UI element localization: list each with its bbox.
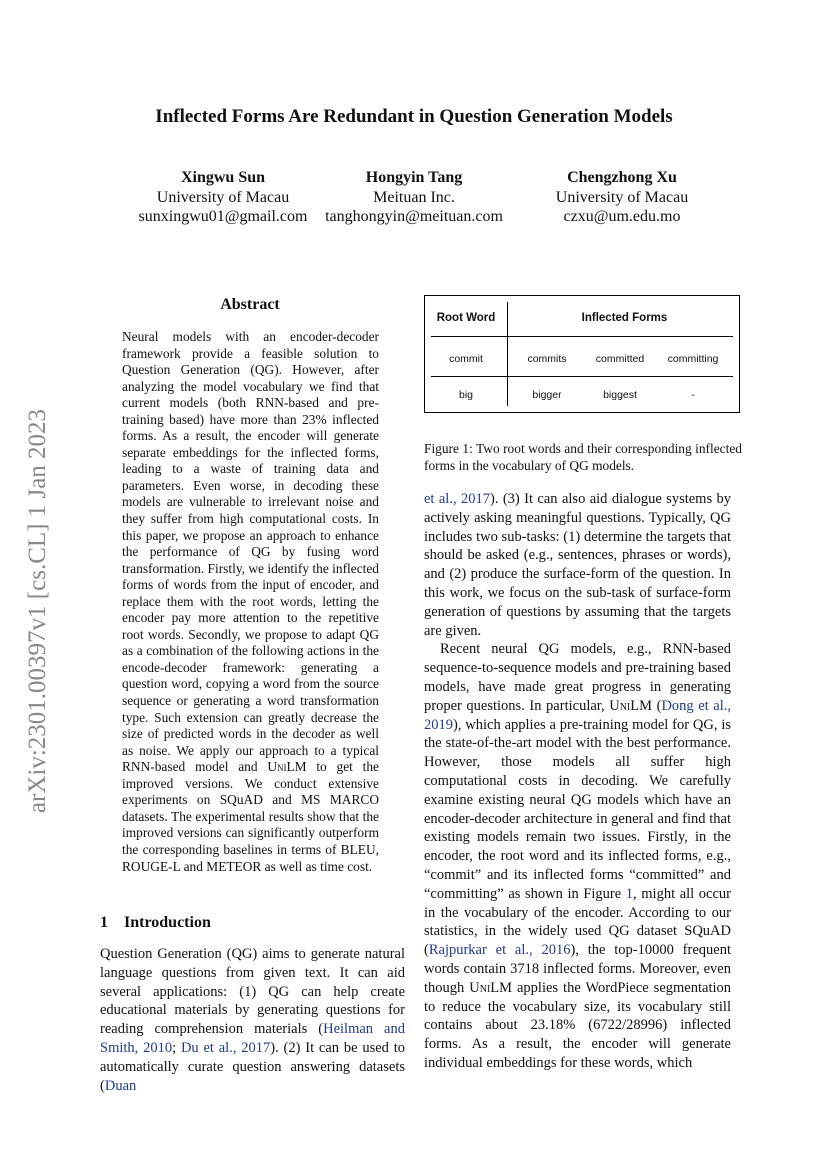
section-heading <box>100 914 211 932</box>
table-cell: commits <box>527 353 567 365</box>
figure-caption: Figure 1: Two root words and their corresponding inflected forms in the vocabulary of QG models. <box>424 441 742 473</box>
section-number: 1 <box>100 914 108 931</box>
section-title: Introduction <box>124 914 211 931</box>
author-affiliation: University of Macau <box>555 188 689 206</box>
author-email: tanghongyin@meituan.com <box>325 208 503 225</box>
paragraph-text: ( <box>652 697 662 714</box>
author-block <box>314 168 514 227</box>
unilm-term: UniLM <box>267 759 307 775</box>
citation-link[interactable]: Rajpurkar et al., 2016 <box>428 942 571 959</box>
arxiv-watermark <box>14 376 62 846</box>
intro-paragraph-1 <box>100 945 405 1095</box>
header-inflected-forms: Inflected Forms <box>581 312 668 324</box>
table-cell: big <box>458 389 473 401</box>
abstract-text: to get the improved versions. We conduct extensive experiments on SQuAD and MS MARCO datasets. The experimental results show that the improved versions can significantly outperform the corresponding baselines in terms of BLEU, ROUGE-L and METEOR as well as time cost. <box>122 759 379 874</box>
paragraph-text: applies the WordPiece segmentation to reduce the vocabulary size, its vocabulary still contains about 23.18% (6722/28996) inflected forms. As a result, the encoder will generate individual embeddings for these words, which <box>424 979 731 1071</box>
unilm-term: UniLM <box>469 979 513 996</box>
paragraph-text: ), which applies a pre-training model for QG, is the state-of-the-art model with the best performance. However, those models all suffer high computational costs in decoding. We carefully examine existing neural QG models which have an encoder-decoder architecture in general and find that existing models remain two issues. Firstly, in the encoder, the root word and its inflected forms, e.g., “commit” and its inflected forms “committed” and “committing” as shown in Figure <box>424 716 731 902</box>
author-name: Chengzhong Xu <box>567 169 677 186</box>
paragraph-text: ; <box>172 1039 181 1056</box>
table-cell: bigger <box>532 389 562 401</box>
author-name: Hongyin Tang <box>365 169 463 186</box>
citation-link[interactable]: Dong et al., 2019 <box>424 697 731 733</box>
author-email: czxu@um.edu.mo <box>563 208 681 225</box>
table-rule <box>431 376 733 377</box>
citation-link[interactable]: Duan <box>104 1077 137 1094</box>
paragraph-text: ). (3) It can also aid dialogue systems by actively asking meaningful questions. Typically, QG includes two sub-tasks: (1) determine the targets that should be asked (e.g., sentences, phrases or words), and (2) produce the surface-form of the question. In this work, we focus on the sub-task of surface-form generation of questions by assuming that the targets are given. <box>424 491 731 639</box>
paper-title: Inflected Forms Are Redundant in Question Generation Models <box>155 106 673 127</box>
paragraph-text: ), the top-10000 frequent words contain 3718 inflected forms. Moreover, even though <box>424 942 731 996</box>
author-affiliation: Meituan Inc. <box>373 188 455 206</box>
figure-ref-link[interactable]: 1 <box>625 885 634 902</box>
table-cell: biggest <box>603 389 637 401</box>
header-root-word: Root Word <box>436 312 496 324</box>
table-cell: committing <box>667 353 719 365</box>
paragraph-text: ). (2) It can be used to automatically curate question answering datasets ( <box>100 1039 405 1094</box>
paragraph-text: , might all occur in the vocabulary of the encoder. According to our statistics, in the widely used QG dataset SQuAD ( <box>424 885 731 959</box>
citation-link[interactable]: Heilman and Smith, 2010 <box>100 1021 405 1056</box>
author-block <box>532 168 712 227</box>
paragraph-text: Recent neural QG models, e.g., RNN-based sequence-to-sequence models and pre-training based models, have made great progress in generating proper questions. In particular, <box>424 641 731 714</box>
intro-paragraph-2 <box>424 640 731 1072</box>
table-rule <box>431 336 733 337</box>
author-name: Xingwu Sun <box>180 169 266 186</box>
table-cell: committed <box>595 353 645 365</box>
abstract-heading: Abstract <box>220 296 280 313</box>
citation-link[interactable]: et al., 2017 <box>424 491 490 507</box>
unilm-term: UniLM <box>609 697 653 714</box>
author-affiliation: University of Macau <box>156 188 290 206</box>
author-block <box>128 168 318 227</box>
abstract-text: Neural models with an encoder-decoder framework provide a feasible solution to Question Generation (QG). However, after analyzing the model vocabulary we find that current models (both RNN-based and pre-training based) have more than 23% inflected forms. As a result, the encoder will generate separate embeddings for the inflected forms, leading to a waste of training data and parameters. Even worse, in decoding these models are vulnerable to irrelevant noise and they suffer from high computational costs. In this paper, we propose an approach to enhance the performance of QG by fusing word transformation. Firstly, we identify the inflected forms of words from the input of encoder, and replace them with the root words, letting the encoder pay more attention to the repetitive root words. Secondly, we propose to adapt QG as a combination of the following actions in the encode-decoder framework: generating a question word, copying a word from the source sequence or generating a word transformation type. Such extension can greatly decrease the size of predicted words in the decoder as well as noise. We apply our approach to a typical RNN-based model and <box>122 329 379 775</box>
author-email: sunxingwu01@gmail.com <box>138 208 308 225</box>
paragraph-text: Question Generation (QG) aims to generate natural language questions from given text. It can aid several applications: (1) QG can help create educational materials by generating questions for reading comprehension materials ( <box>100 946 405 1038</box>
citation-link[interactable]: Du et al., 2017 <box>180 1039 271 1056</box>
table-cell: commit <box>449 353 483 365</box>
right-column <box>424 490 731 1073</box>
abstract-body <box>122 329 379 875</box>
intro-paragraph-1-continued <box>424 490 731 640</box>
arxiv-id: arXiv:2301.00397v1 [cs.CL] 1 Jan 2023 <box>24 408 51 814</box>
table-cell: - <box>691 389 695 401</box>
figure-1-table <box>424 295 740 413</box>
